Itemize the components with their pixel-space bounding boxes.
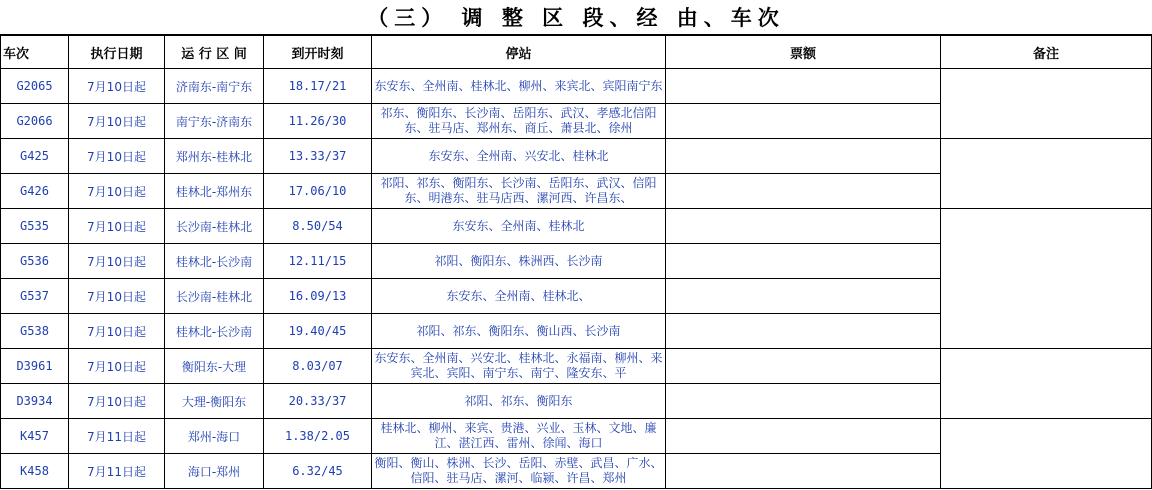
fare-cell	[666, 419, 941, 454]
section: 长沙南-桂林北	[165, 279, 264, 314]
train-number: G537	[1, 279, 69, 314]
start-date: 7月11日起	[69, 454, 165, 489]
section: 南宁东-济南东	[165, 104, 264, 139]
start-date: 7月10日起	[69, 209, 165, 244]
start-date: 7月10日起	[69, 279, 165, 314]
start-date: 7月10日起	[69, 349, 165, 384]
stops: 祁阳、衡阳东、株洲西、长沙南	[372, 244, 666, 279]
note-cell	[941, 209, 1152, 349]
table-row	[1, 349, 1152, 384]
page-title: （三） 调 整 区 段、经 由、车次	[0, 0, 1152, 36]
header-times: 到开时刻	[264, 36, 372, 69]
train-number: G426	[1, 174, 69, 209]
header-row	[1, 36, 1152, 69]
train-number: K458	[1, 454, 69, 489]
table-row	[1, 419, 1152, 454]
start-date: 7月10日起	[69, 174, 165, 209]
stops: 东安东、全州南、兴安北、桂林北、永福南、柳州、来宾北、宾阳、南宁东、南宁、隆安东、平	[372, 349, 666, 384]
fare-cell	[666, 174, 941, 209]
header-stops: 停站	[372, 36, 666, 69]
table-row	[1, 209, 1152, 244]
train-number: G425	[1, 139, 69, 174]
stops: 衡阳、衡山、株洲、长沙、岳阳、赤壁、武昌、广水、信阳、驻马店、漯河、临颍、许昌、郑州	[372, 454, 666, 489]
stops: 东安东、全州南、桂林北、	[372, 279, 666, 314]
times: 17.06/10	[264, 174, 372, 209]
fare-cell	[666, 349, 941, 384]
section: 桂林北-长沙南	[165, 314, 264, 349]
start-date: 7月10日起	[69, 244, 165, 279]
section: 济南东-南宁东	[165, 69, 264, 104]
start-date: 7月10日起	[69, 314, 165, 349]
stops: 桂林北、柳州、来宾、贵港、兴业、玉林、文地、廉江、湛江西、雷州、徐闻、海口	[372, 419, 666, 454]
header-fare: 票额	[666, 36, 941, 69]
fare-cell	[666, 454, 941, 489]
fare-cell	[666, 139, 941, 174]
times: 18.17/21	[264, 69, 372, 104]
train-number: D3934	[1, 384, 69, 419]
train-number: G538	[1, 314, 69, 349]
section: 桂林北-长沙南	[165, 244, 264, 279]
start-date: 7月10日起	[69, 139, 165, 174]
stops: 东安东、全州南、桂林北	[372, 209, 666, 244]
section: 郑州东-桂林北	[165, 139, 264, 174]
stops: 东安东、全州南、兴安北、桂林北	[372, 139, 666, 174]
times: 8.03/07	[264, 349, 372, 384]
train-number: G535	[1, 209, 69, 244]
note-cell	[941, 349, 1152, 419]
times: 6.32/45	[264, 454, 372, 489]
start-date: 7月10日起	[69, 69, 165, 104]
stops: 祁阳、祁东、衡阳东、衡山西、长沙南	[372, 314, 666, 349]
times: 1.38/2.05	[264, 419, 372, 454]
fare-cell	[666, 279, 941, 314]
fare-cell	[666, 384, 941, 419]
note-cell	[941, 69, 1152, 139]
fare-cell	[666, 314, 941, 349]
times: 20.33/37	[264, 384, 372, 419]
times: 13.33/37	[264, 139, 372, 174]
header-note: 备注	[941, 36, 1152, 69]
start-date: 7月10日起	[69, 104, 165, 139]
schedule-table	[0, 35, 1152, 489]
stops: 祁东、衡阳东、长沙南、岳阳东、武汉、孝感北信阳东、驻马店、郑州东、商丘、萧县北、徐州	[372, 104, 666, 139]
header-train: 车次	[1, 36, 69, 69]
times: 12.11/15	[264, 244, 372, 279]
section: 衡阳东-大理	[165, 349, 264, 384]
note-cell	[941, 419, 1152, 489]
section: 桂林北-郑州东	[165, 174, 264, 209]
fare-cell	[666, 104, 941, 139]
train-number: K457	[1, 419, 69, 454]
header-section: 运 行 区 间	[165, 36, 264, 69]
section: 长沙南-桂林北	[165, 209, 264, 244]
times: 11.26/30	[264, 104, 372, 139]
times: 8.50/54	[264, 209, 372, 244]
times: 16.09/13	[264, 279, 372, 314]
note-cell	[941, 139, 1152, 209]
train-number: D3961	[1, 349, 69, 384]
fare-cell	[666, 244, 941, 279]
fare-cell	[666, 69, 941, 104]
table-row	[1, 139, 1152, 174]
stops: 祁阳、祁东、衡阳东	[372, 384, 666, 419]
fare-cell	[666, 209, 941, 244]
section: 海口-郑州	[165, 454, 264, 489]
train-number: G2065	[1, 69, 69, 104]
table-row	[1, 69, 1152, 104]
stops: 祁阳、祁东、衡阳东、长沙南、岳阳东、武汉、信阳东、明港东、驻马店西、漯河西、许昌东、	[372, 174, 666, 209]
header-date: 执行日期	[69, 36, 165, 69]
times: 19.40/45	[264, 314, 372, 349]
start-date: 7月10日起	[69, 384, 165, 419]
stops: 东安东、全州南、桂林北、柳州、来宾北、宾阳南宁东	[372, 69, 666, 104]
train-number: G536	[1, 244, 69, 279]
train-number: G2066	[1, 104, 69, 139]
section: 郑州-海口	[165, 419, 264, 454]
section: 大理-衡阳东	[165, 384, 264, 419]
start-date: 7月11日起	[69, 419, 165, 454]
